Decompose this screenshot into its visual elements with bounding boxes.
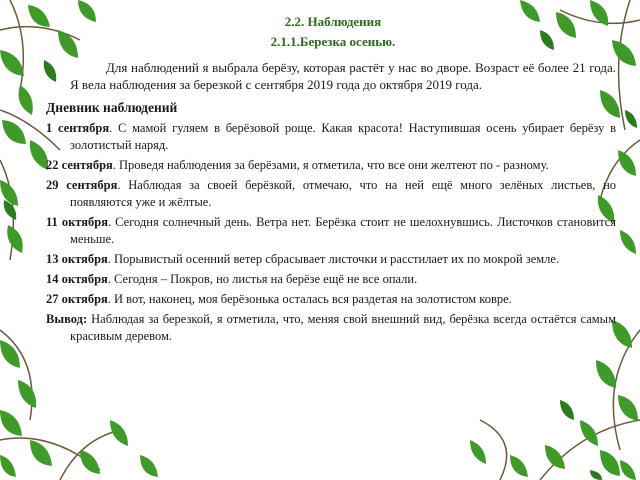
- diary-entry: [46, 120, 616, 154]
- diary-entry: [46, 291, 616, 308]
- bottom-left-branch: [0, 330, 120, 480]
- document-content: [46, 12, 617, 345]
- entry-date: 11 октября: [46, 215, 108, 229]
- conclusion: [46, 311, 616, 345]
- entry-date: 1 сентября: [46, 121, 110, 135]
- section-heading: 2.2. Наблюдения: [284, 14, 382, 29]
- entry-text: . С мамой гуляем в берёзовой роще. Какая красота! Наступившая осень убирает берёзу в золотистый наряд.: [70, 121, 616, 152]
- conclusion-text: Наблюдая за березкой, я отметила, что, меняя свой внешний вид, берёзка всегда остаётся самым красивым деревом.: [70, 312, 616, 343]
- entry-date: 29 сентября: [46, 178, 118, 192]
- intro-paragraph: Для наблюдений я выбрала берёзу, которая растёт у нас во дворе. Возраст её более 21 года. Я вела наблюдения за березкой с сентября 2019 года до октября 2019 года.: [70, 60, 616, 92]
- entry-date: 14 октября: [46, 272, 108, 286]
- conclusion-label: Вывод:: [46, 312, 88, 326]
- entry-text: . Сегодня – Покров, но листья на берёзе ещё не все опали.: [107, 272, 418, 286]
- diary-entry: [46, 177, 617, 211]
- entry-date: 13 октября: [46, 252, 108, 266]
- entry-text: . И вот, наконец, моя берёзонька осталась вся раздетая на золотистом ковре.: [107, 292, 512, 306]
- diary-entry: [46, 251, 616, 268]
- diary-entry: [46, 214, 616, 248]
- diary-title: Дневник наблюдений: [46, 100, 178, 115]
- entry-date: 22 сентября: [46, 158, 113, 172]
- entry-text: . Проведя наблюдения за берёзами, я отметила, что все они желтеют по - разному.: [112, 158, 549, 172]
- diary-entry: [46, 157, 616, 174]
- bottom-left-leaves: [0, 340, 158, 477]
- entry-text: . Сегодня солнечный день. Ветра нет. Берёзка стоит не шелохнувшись. Листочков становится меньше.: [70, 215, 616, 246]
- diary-entry: [46, 271, 616, 288]
- entry-text: . Наблюдая за своей берёзкой, отмечаю, что на ней ещё много зелёных листьев, но появляются уже и жёлтые.: [70, 178, 617, 209]
- entry-date: 27 октября: [46, 292, 108, 306]
- entry-text: . Порывистый осенний ветер сбрасывает листочки и расстилает их по мокрой земле.: [107, 252, 560, 266]
- subsection-heading: 2.1.1.Березка осенью.: [270, 34, 396, 49]
